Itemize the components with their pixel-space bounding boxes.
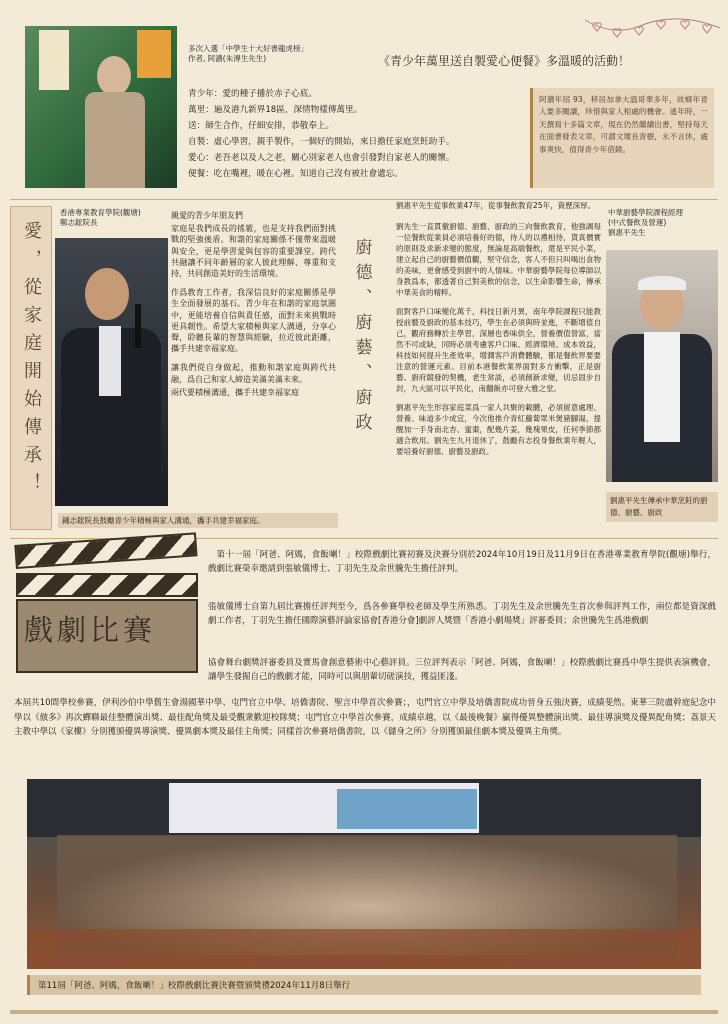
chef-caption-line: 中華廚藝學院課程經理: [608, 208, 683, 217]
kwok-paragraph: 家庭是我們成長的搖籃，也是支持我們面對挑戰的堅強後盾。和諧的家庭關係不僅帶來溫暖與安全，更是學習愛與包容的重要課堂。跨代共融讓不同年齡層的家人彼此理解、尊重和支持，共同創造美好的生活環境。: [171, 224, 336, 279]
poem-block: [188, 86, 528, 182]
chef-caption-line: 劉惠平先生: [608, 228, 646, 237]
drama-para-3: 協會舞台劇獎評審委員及實馬會創意藝術中心藝評員。三位評判表示「阿爸、阿媽，食飯喇！」校際戲劇比賽爲中學生提供表演機會，讓學生發掘自己的戲劇才能，同時可以與朋輩切磋演技，獲益匪淺。: [208, 658, 716, 682]
kwok-closing: 兩代要積極溝通，攜手共建幸福家庭: [171, 387, 299, 397]
chef-text: [396, 200, 601, 457]
author-caption: [188, 44, 383, 64]
chef-paragraph: 劉惠平先生從事飲業47年，從事餐飲教育25年，資歷深厚。: [396, 201, 596, 210]
poem-line: 愛心：老吾老以及人之老，關心別家老人也會引發對自家老人的關懷。: [188, 153, 455, 163]
poem-line: 青少年：愛的種子播於赤子心底。: [188, 89, 317, 99]
chef-paragraph: 劉先生一直貫徹廚德、廚藝、廚政的三向餐飲教育，他強調每一位餐飲從業員必須培養好的德，待人的以禮相待，貨真價實的原則及求新求變的態度，無論是高端餐飲，還是平民小菜，建立起自己的廚藝價值觀，堅守信念，客人不但只叫喝出食物的美味，更會感受到廚中的人情味。中華廚藝學院每位導師以身教爲本，都透著自己對美飲的信念，以生命影響生命，傳承中華美食的精粹。: [396, 222, 601, 297]
chef-caption: [608, 208, 718, 238]
kwok-paragraph: 作爲教育工作者，我深信良好的家庭關係是學生全面發展的基石。青少年在和諧的家庭氛圍中，更能培養自信與責任感，面對未來挑戰時更具韌性。希望大家積極與家人溝通，分享心聲，聆聽長輩的智慧與經驗，拉近彼此距離，攜手共建幸福家庭。: [171, 288, 336, 354]
center-vertical-title: 廚德、廚藝、廚政: [351, 238, 372, 438]
kwok-caption-line: 鄭志鋐院長: [60, 218, 98, 227]
group-photo: [27, 779, 701, 969]
section-divider: [10, 199, 718, 200]
left-vertical-banner: [10, 206, 52, 530]
author-note-box: [530, 88, 714, 188]
chef-paragraph: 劉惠平先生形容家庭菜爲一家人共聚的載體，必須留意處理、營養、味道多少成宜，今次他推介青紅蘿蔔眾米煲豬腳湯，提醒加一手身南北杏、蜜棗，配幾片姜，幾塊果皮，任何季節都適合飲用。劉先生九月退休了，鼓勵有志投身餐飲業年輕人，要培養好廚德、廚藝及廚政。: [396, 403, 601, 456]
kwok-photo-caption: 鍾志鋐院長鼓勵青少年積極與家人溝通，攜手共建幸福家庭。: [58, 513, 338, 528]
poem-line: 自製：虛心學習，親手製作，一個好的開始，來日擔任家庭烹飪助手。: [188, 137, 455, 147]
kwok-caption-line: 香港專業教育學院(觀塘): [60, 208, 141, 217]
group-photo-caption: 第11屆「阿爸、阿媽，食飯喇！」校際戲劇比賽決賽暨頒獎禮2024年11月8日舉行: [27, 975, 701, 995]
chef-photo-caption: 劉惠平先生傳承中華烹飪的廚德、廚藝、廚政: [606, 492, 718, 522]
kwok-caption: [60, 208, 170, 228]
drama-para-1: 第十一屆「阿爸、阿媽，食飯喇！」校際戲劇比賽初賽及決賽分別於2024年10月19日及11月9日在香港專業教育學院(觀塘)舉行，戲劇比賽榮幸邀請到張敏儀博士、丁羽先生及余世騰先生擔任評判。: [208, 550, 716, 574]
left-vertical-title: 愛，從家庭開始傳承！: [21, 221, 42, 501]
kwok-photo: [55, 238, 168, 506]
hearts-decoration: [585, 14, 720, 50]
poem-line: 萬里：遍及港九新界18區，深情物樣傳萬里。: [188, 105, 363, 115]
author-caption-line: 多次入選「中學生十大好書龍虎榜」: [188, 44, 308, 53]
poem-line: 送：師生合作，仔細安排，恭敬奉上。: [188, 121, 335, 131]
author-note: 阿濃年屆 93，移居加拿大溫哥華多年，故鄉年青人要多關讀，珍惜與家人相處的機會。遙年時，一天撰寫十多篇文章，現在仍然繼續出書，堅持每天在面書發表文章，可謂文壇長青樹，永不言休，處事爽快，值得青少年借鏡。: [539, 95, 708, 154]
poem-line: 便餐：吃在嘴裡，暖在心裡。知道自己沒有被社會遺忘。: [188, 169, 403, 179]
article-title: 《青少年萬里送自製愛心便餐》多溫暖的活動！: [378, 54, 631, 68]
chef-paragraph: 面對客戶口味變化萬千，科技日新月異，南年學院課程只能教授前藝及廚政的基本技巧，學生在必須與時並進，不斷增值自己，觀府務轉於主學習，深層也香味供全，營養價值營富，當然不可或缺，同時必須考慮客戶口味、經濟環境、成本效益，科技如何提升生產效率，增潤客戶消費體驗，都是餐飲界要要注意的營運元素。目前本港餐飲業界面對多方衝擊，正是廚藝、廚府競發的契機，老生常談，必須創新求變，切忌固步自封，九大區可以平民化，南翻飯亦可登大雅之堂。: [396, 307, 601, 393]
kwok-paragraph: 讓我們從自身做起，推動和諧家庭與跨代共融，爲自己和家人締造美滿美滿未來。: [171, 363, 336, 384]
kwok-greeting: 親愛的青少年朋友們: [171, 211, 243, 220]
chef-photo: [606, 250, 718, 482]
author-photo: [25, 26, 177, 188]
drama-para-4: 本屆共10間學校參賽，伊利沙伯中學舊生會湯國華中學、屯門官立中學、培僑書院、聖言中學首次參賽；，屯門官立中學及培僑書院成功晉身五強決賽，成績斐然。東華三院盧幹庭紀念中學以《倣多》再次蟬聯最佳整體演出獎、最佳配角獎及最受觀衆歡迎校隊獎；屯門官立中學首次參賽，成績卓越，以《最後晚餐》贏得優異整體演出獎、最佳導演獎及優異配角獎；荔景天主教中學以《家樓》分別獲頒優異導演獎、優異劇本獎及最佳主角獎；同樣首次參賽培僑書院，以《儲身之所》分別獲頒最佳劇本獎及優異主角獎。: [14, 698, 716, 737]
drama-heading: 戲劇比賽: [24, 613, 157, 647]
author-caption-line: 作者, 阿濃(朱溥生先生): [188, 54, 267, 63]
center-vertical-banner: [340, 210, 384, 510]
chef-caption-line: (中式餐飲及營運): [608, 218, 667, 227]
kwok-text: [171, 210, 336, 398]
drama-para-2: 張敏儀博士自第九屆比賽擔任評判至今，爲各參賽學校老師及學生所熟悉。丁羽先生及余世騰先生首次參與評判工作，兩位都是資深戲劇工作者，丁羽先生擔任國際演藝評論家協會[香港分會]劇評人獎暨「香港小劇場獎」評審委員；余世騰先生爲港戲劇: [208, 602, 716, 626]
bottom-border: [10, 1010, 718, 1014]
